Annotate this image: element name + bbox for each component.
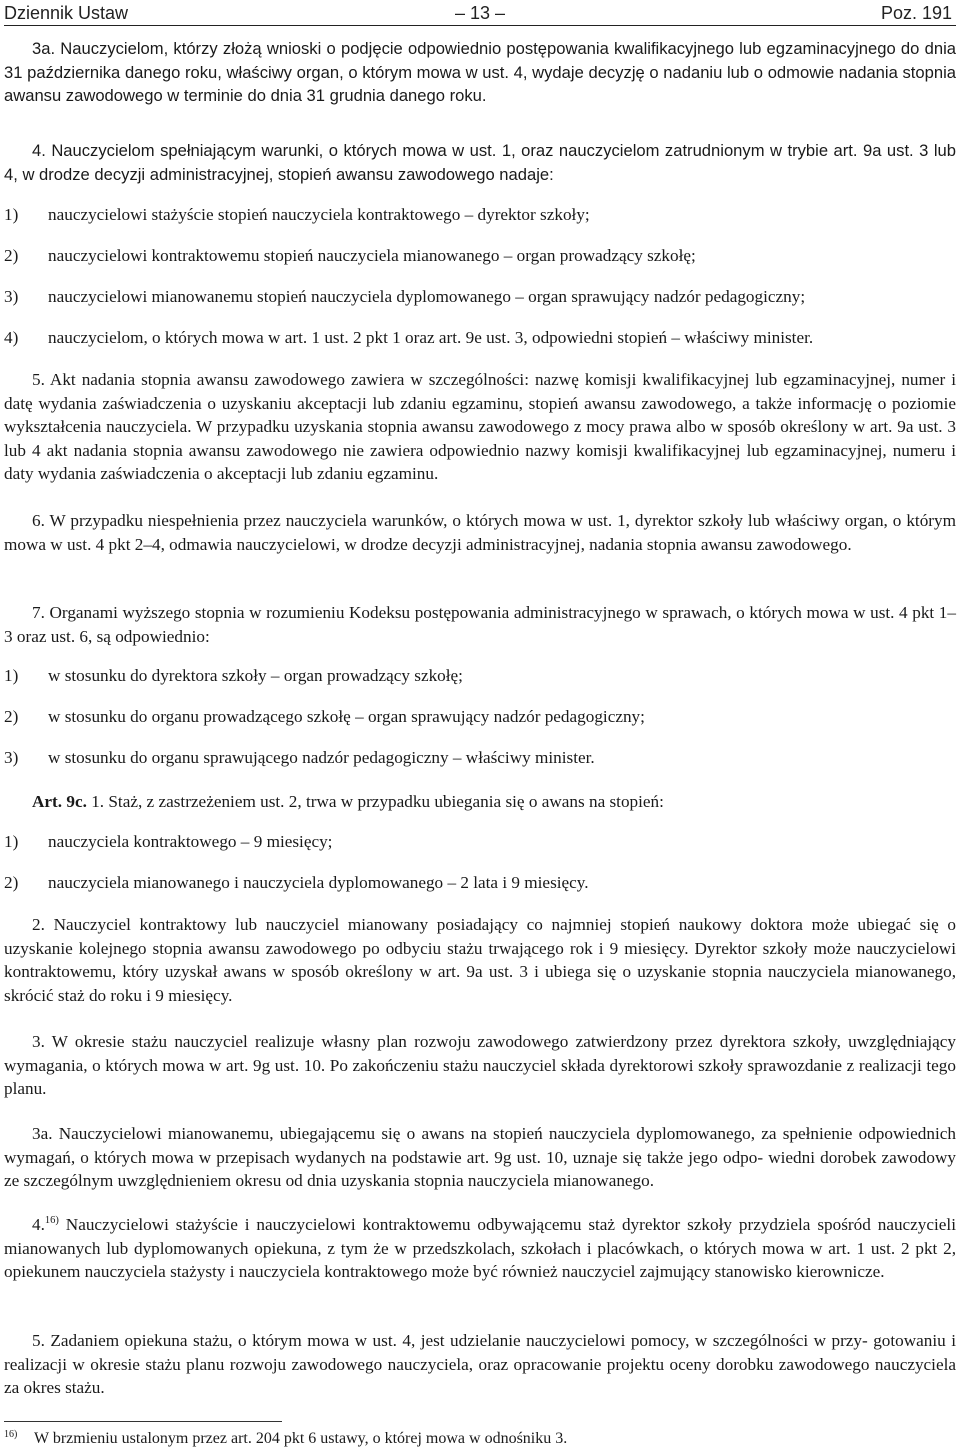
list-item-text: nauczycielom, o których mowa w art. 1 ust. 2 pkt 1 oraz art. 9e ust. 3, odpowiedni stopień – właściwy minister. (48, 328, 814, 347)
footnote (4, 1425, 956, 1449)
list-item-text: w stosunku do organu sprawującego nadzór pedagogiczny – właściwy minister. (48, 748, 595, 767)
footnote-reference: 16) (44, 1215, 59, 1226)
list-item (4, 871, 956, 895)
list-item (4, 244, 956, 268)
list-item-text: nauczyciela kontraktowego – 9 miesięcy; (48, 832, 333, 851)
list-item-number: 1) (4, 832, 19, 851)
list-item-text: nauczycielowi kontraktowemu stopień nauczyciela mianowanego – organ prowadzący szkołę; (48, 246, 696, 265)
paragraph-3a: 3a. Nauczycielom, którzy złożą wnioski o podjęcie odpowiednio postępowania kwalifikacyjnego lub egzaminacyjnego do dnia 31 października danego roku, właściwy organ, o którym mowa w ust. 4, wydaje decyzję o nadaniu lub o odmowie nadania stopnia awansu zawodowego w terminie do dnia 31 grudnia danego roku. (4, 39, 956, 106)
article-9c-paragraph-3a: 3a. Nauczycielowi mianowanemu, ubiegającemu się o awans na stopień nauczyciela dyplomowanego, za spełnienie odpowiednich wymagań, o których mowa w przepisach wydanych na podstawie art. 9g ust. 10, uznaje się także jego odpo- wiedni dorobek zawodowy ze szczególnym uwzględnieniem okresu od dnia uzyskania stopnia nauczyciela mianowanego. (4, 1124, 956, 1191)
article-label: Art. 9c. (32, 792, 87, 811)
list-item-number: 2) (4, 707, 19, 726)
list-item-text: w stosunku do dyrektora szkoły – organ prowadzący szkołę; (48, 666, 463, 685)
article-9c-paragraph-1 (4, 790, 956, 814)
list-item (4, 830, 956, 854)
list-item-number: 1) (4, 205, 19, 224)
list-item-text: nauczyciela mianowanego i nauczyciela dyplomowanego – 2 lata i 9 miesięcy. (48, 873, 589, 892)
list-item-text: w stosunku do organu prowadzącego szkołę – organ sprawujący nadzór pedagogiczny; (48, 707, 645, 726)
paragraph-5: 5. Akt nadania stopnia awansu zawodowego zawiera w szczególności: nazwę komisji kwalifikacyjnej lub egzaminacyjnej, numer i datę wydania zaświadczenia o uzyskaniu akceptacji lub zdaniu egzaminu, stopień awansu zawodowego, a także informację o poziomie wykształcenia nauczyciela. W przypadku uzyskania stopnia awansu zawodowego z mocy prawa albo w sposób określony w art. 9a ust. 3 lub 4 akt nadania stopnia awansu zawodowego nie zawiera odpowiednio nazwy komisji kwalifikacyjnej lub egzaminacyjnej, numeru i daty wydania zaświadczenia o akceptacji lub zdaniu egzaminu. (4, 370, 956, 484)
footnote-number: 16) (4, 1429, 18, 1440)
paragraph-7: 7. Organami wyższego stopnia w rozumieniu Kodeksu postępowania administracyjnego w sprawach, o których mowa w ust. 4 pkt 1–3 oraz ust. 6, są odpowiednio: (4, 603, 956, 646)
paragraph-6: 6. W przypadku niespełnienia przez nauczyciela warunków, o których mowa w ust. 1, dyrektor szkoły lub właściwy organ, o którym mowa w ust. 4 pkt 2–4, odmawia nauczycielowi, w drodze decyzji administracyjnej, nadania stopnia awansu zawodowego. (4, 511, 956, 554)
article-paragraph-text: 1. Staż, z zastrzeżeniem ust. 2, trwa w przypadku ubiegania się o awans na stopień: (91, 792, 664, 811)
article-9c-paragraph-2: 2. Nauczyciel kontraktowy lub nauczyciel mianowany posiadający co najmniej stopień naukowy doktora może ubiegać się o uzyskanie kolejnego stopnia awansu zawodowego po odbyciu stażu trwającego rok i 9 miesięcy. Dyrektor szkoły może nauczycielowi kontraktowemu, który uzyskał awans w sposób określony w art. 9a ust. 3 i ubiega się o uzyskanie stopnia nauczyciela mianowanego, skrócić staż do roku i 9 miesięcy. (4, 915, 956, 1005)
article-9c-paragraph-4 (4, 1213, 956, 1284)
footnote-text: W brzmieniu ustalonym przez art. 204 pkt 6 ustawy, o której mowa w odnośniku 3. (34, 1430, 568, 1447)
list-item-number: 3) (4, 748, 19, 767)
list-item (4, 664, 956, 688)
article-9c-paragraph-3: 3. W okresie stażu nauczyciel realizuje własny plan rozwoju zawodowego zatwierdzony przez dyrektora szkoły, uwzględniający wymagania, o których mowa w art. 9g ust. 10. Po zakończeniu stażu nauczyciel składa dyrektorowi szkoły sprawozdanie z realizacji tego planu. (4, 1032, 956, 1099)
list-item-number: 3) (4, 287, 19, 306)
header-rule (4, 25, 956, 26)
list-item (4, 705, 956, 729)
page-number: – 13 – (454, 3, 506, 23)
list-item-number: 4) (4, 328, 19, 347)
paragraph-4: 4. Nauczycielom spełniającym warunki, o których mowa w ust. 1, oraz nauczycielom zatrudnionym w trybie art. 9a ust. 3 lub 4, w drodze decyzji administracyjnej, stopień awansu zawodowego nadaje: (4, 141, 956, 184)
list-item-number: 2) (4, 873, 19, 892)
paragraph-number: 4. (32, 1215, 45, 1234)
article-paragraph-text: Nauczycielowi stażyście i nauczycielowi kontraktowemu odbywającemu staż dyrektor szkoły przydziela spośród nauczycieli mianowanych lub dyplomowanych opiekuna, z tym że w przedszkolach, szkołach i placówkach, o których mowa w art. 1 ust. 2 pkt 2, opiekunem nauczyciela stażysty i nauczyciela kontraktowego może być również nauczyciel zajmujący stanowisko kierownicze. (4, 1215, 956, 1282)
page-header (0, 0, 960, 28)
list-item (4, 326, 956, 350)
journal-title: Dziennik Ustaw (4, 3, 129, 23)
list-item (4, 746, 956, 770)
list-item-number: 2) (4, 246, 19, 265)
list-item-text: nauczycielowi mianowanemu stopień nauczyciela dyplomowanego – organ sprawujący nadzór pedagogiczny; (48, 287, 806, 306)
list-item-text: nauczycielowi stażyście stopień nauczyciela kontraktowego – dyrektor szkoły; (48, 205, 590, 224)
list-item (4, 203, 956, 227)
list-item (4, 285, 956, 309)
position-number: Poz. 191 (880, 3, 952, 23)
list-item-number: 1) (4, 666, 19, 685)
article-9c-paragraph-5: 5. Zadaniem opiekuna stażu, o którym mowa w ust. 4, jest udzielanie nauczycielowi pomocy, w szczególności w przy- gotowaniu i realizacji w okresie stażu planu rozwoju zawodowego nauczyciela, oraz opracowanie projektu oceny dorobku zawodowego nauczyciela za okres stażu. (4, 1331, 956, 1398)
footnote-rule (4, 1421, 282, 1422)
